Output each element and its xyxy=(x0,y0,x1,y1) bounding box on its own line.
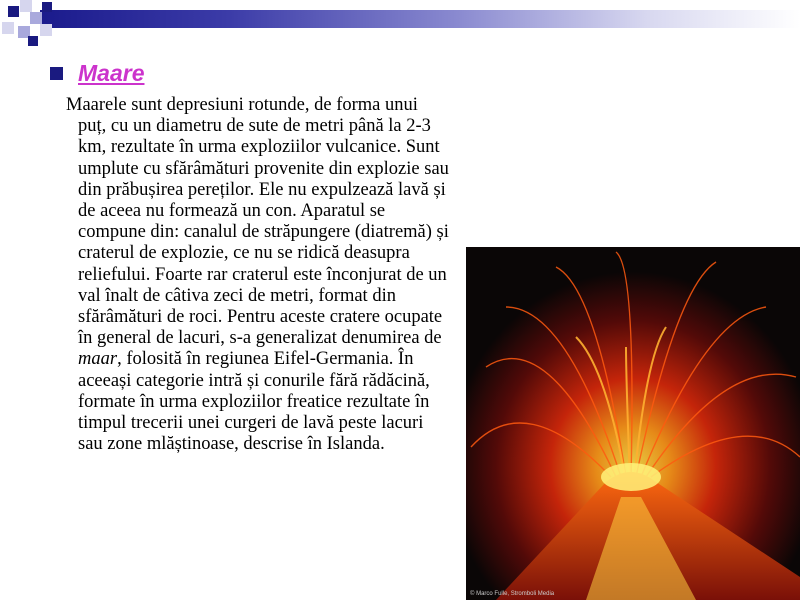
body-paragraph xyxy=(66,95,450,455)
body-text-italic: maar xyxy=(78,349,118,370)
decor-square xyxy=(40,24,52,36)
photo-credit: © Marco Fulle, Stromboli Media xyxy=(470,591,555,597)
decor-square xyxy=(28,36,38,46)
volcano-photo xyxy=(466,247,800,600)
decor-square xyxy=(42,2,52,12)
decor-square xyxy=(30,12,42,24)
decor-square xyxy=(8,6,19,17)
slide-title: Maare xyxy=(78,60,145,86)
decor-square xyxy=(2,22,14,34)
body-text-part2: , folosită în regiunea Eifel-Germania. În aceeași categorie intră și conurile fără rădăcină, formate în urma exploziilor freatice rezultate în timpul trecerii unei curgeri de lavă peste lacuri sau zone mlăștinoase, descrise în Islanda. xyxy=(78,349,430,455)
decor-square xyxy=(20,0,32,12)
gradient-bar xyxy=(40,10,800,28)
volcano-eruption-image xyxy=(466,247,800,600)
decorative-header-band xyxy=(0,0,800,60)
body-text-part1: Maarele sunt depresiuni rotunde, de forma unui puț, cu un diametru de sute de metri până la 2-3 km, rezultate în urma exploziilor vulcanice. Sunt umplute cu sfărâmături provenite din explozie sau din prăbușirea pereților. Ele nu expulzează lavă și de aceea nu formează un con. Aparatul se compune din: canalul de străpungere (diatremă) și craterul de explozie, ce nu se ridică deasupra reliefului. Foarte rar craterul este înconjurat de un val înalt de câtiva zeci de metri, format din sfărâmături de roci. Pentru aceste cratere ocupate în general de lacuri, s-a generalizat denumirea de xyxy=(66,95,449,349)
bullet-square-icon xyxy=(50,67,63,80)
